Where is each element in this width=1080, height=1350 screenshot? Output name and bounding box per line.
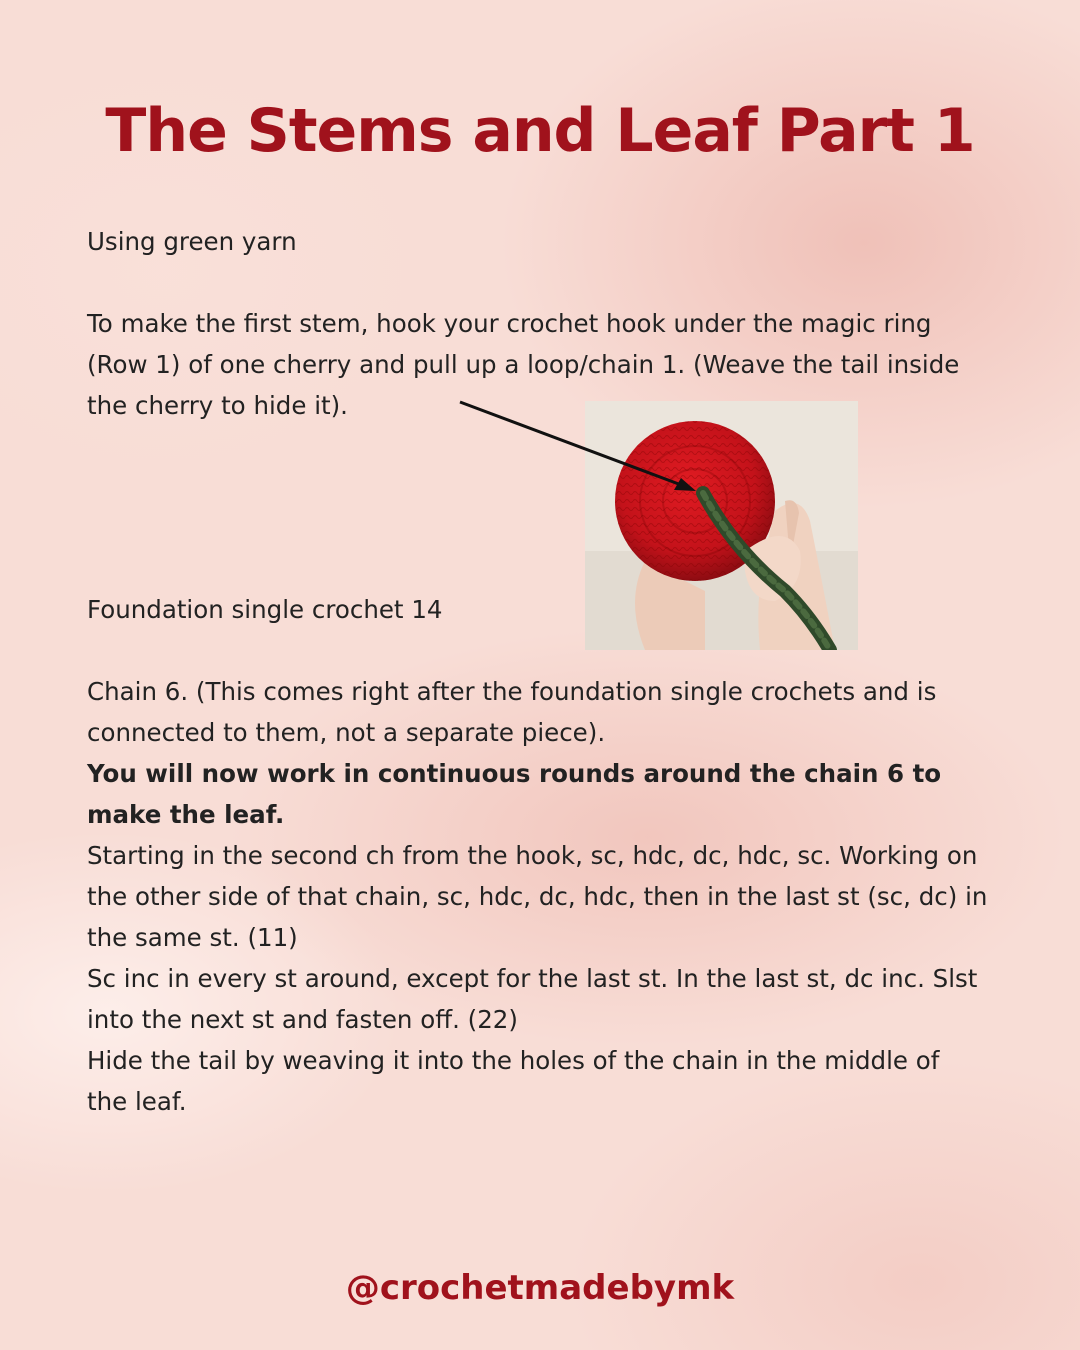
finish-instruction: Hide the tail by weaving it into the holes of the chain in the middle of the leaf.	[87, 1046, 940, 1116]
foundation-instruction: Foundation single crochet 14	[87, 595, 443, 624]
chain-instruction: Chain 6. (This comes right after the foundation single crochets and is connected to them, not a separate piece).	[87, 677, 937, 747]
rounds-note: You will now work in continuous rounds around the chain 6 to make the leaf.	[87, 759, 942, 829]
page-title: The Stems and Leaf Part 1	[105, 96, 975, 166]
round-one-instruction: Starting in the second ch from the hook, sc, hdc, dc, hdc, sc. Working on the other side of that chain, sc, hdc, dc, hdc, then in the last st (sc, dc) in the same st. (11)	[87, 841, 988, 952]
first-stem-instruction: To make the first stem, hook your crochet hook under the magic ring (Row 1) of one cherry and pull up a loop/chain 1. (Weave the tail inside the cherry to hide it).	[87, 309, 960, 420]
author-handle: @crochetmadebymk	[345, 1268, 735, 1308]
cherry-stem-photo	[585, 401, 858, 650]
yarn-instruction: Using green yarn	[87, 227, 297, 256]
round-two-instruction: Sc inc in every st around, except for the last st. In the last st, dc inc. Slst into the next st and fasten off. (22)	[87, 964, 978, 1034]
